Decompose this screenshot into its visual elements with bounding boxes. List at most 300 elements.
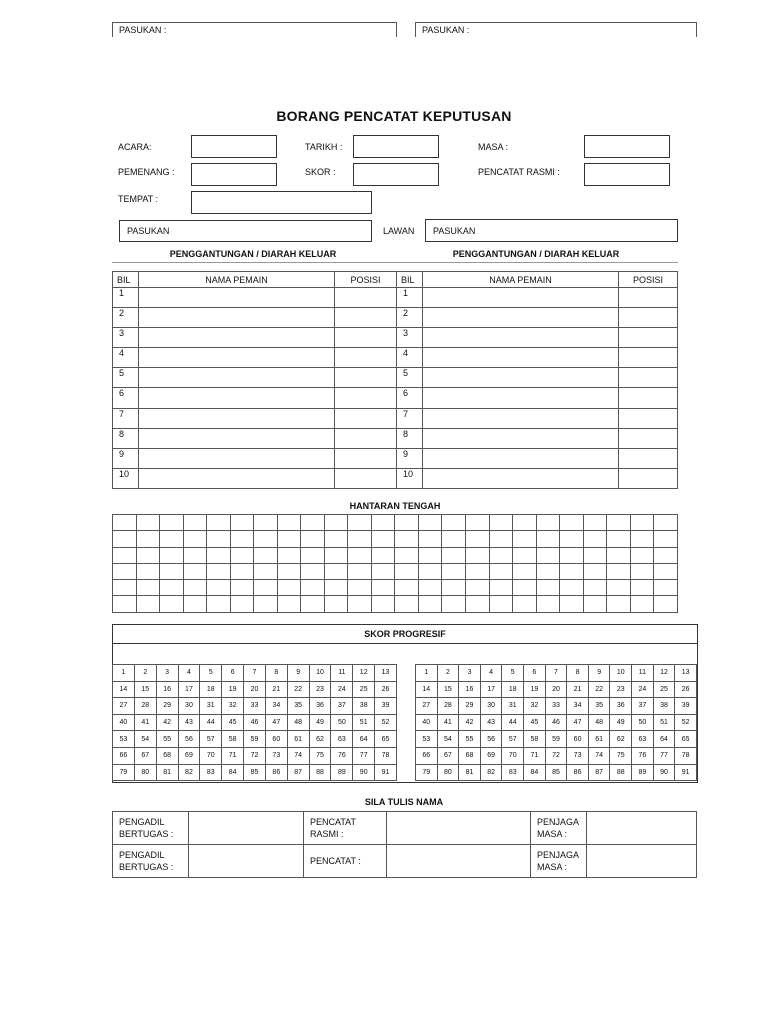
score-cell[interactable]: 23	[309, 681, 331, 698]
penjaga-masa-field[interactable]	[587, 812, 697, 845]
tarikh-field[interactable]	[353, 135, 439, 158]
score-cell[interactable]: 67	[437, 747, 459, 764]
hantaran-cell[interactable]	[583, 563, 607, 579]
score-cell[interactable]: 89	[331, 764, 353, 781]
hantaran-cell[interactable]	[136, 563, 160, 579]
score-cell[interactable]: 11	[632, 665, 654, 682]
score-cell[interactable]: 90	[653, 764, 675, 781]
hantaran-cell[interactable]	[207, 515, 231, 531]
hantaran-cell[interactable]	[513, 596, 537, 612]
score-cell[interactable]: 59	[244, 731, 266, 748]
score-cell[interactable]: 30	[178, 698, 200, 715]
score-cell[interactable]: 45	[222, 714, 244, 731]
score-cell[interactable]: 68	[156, 747, 178, 764]
score-cell[interactable]: 12	[353, 665, 375, 682]
score-cell[interactable]: 52	[675, 714, 697, 731]
posisi-cell[interactable]	[619, 448, 678, 468]
score-cell[interactable]: 25	[653, 681, 675, 698]
hantaran-cell[interactable]	[324, 515, 348, 531]
score-cell[interactable]: 91	[375, 764, 397, 781]
hantaran-cell[interactable]	[113, 580, 137, 596]
score-cell[interactable]: 48	[588, 714, 610, 731]
hantaran-cell[interactable]	[254, 596, 278, 612]
score-cell[interactable]: 23	[610, 681, 632, 698]
hantaran-cell[interactable]	[136, 515, 160, 531]
hantaran-cell[interactable]	[371, 547, 395, 563]
score-cell[interactable]: 25	[353, 681, 375, 698]
score-cell[interactable]: 61	[588, 731, 610, 748]
score-cell[interactable]: 51	[653, 714, 675, 731]
score-cell[interactable]: 8	[567, 665, 589, 682]
pemenang-field[interactable]	[191, 163, 277, 186]
score-cell[interactable]: 21	[265, 681, 287, 698]
score-cell[interactable]: 11	[331, 665, 353, 682]
score-cell[interactable]: 73	[567, 747, 589, 764]
hantaran-cell[interactable]	[560, 563, 584, 579]
pasukan-field-right[interactable]	[425, 219, 678, 242]
score-cell[interactable]: 26	[675, 681, 697, 698]
nama-pemain-cell[interactable]	[423, 408, 619, 428]
score-cell[interactable]: 58	[524, 731, 546, 748]
score-cell[interactable]: 12	[653, 665, 675, 682]
score-cell[interactable]: 84	[222, 764, 244, 781]
score-cell[interactable]: 41	[437, 714, 459, 731]
score-cell[interactable]: 37	[331, 698, 353, 715]
posisi-cell[interactable]	[335, 308, 397, 328]
hantaran-cell[interactable]	[371, 580, 395, 596]
score-cell[interactable]: 46	[545, 714, 567, 731]
hantaran-cell[interactable]	[654, 596, 678, 612]
nama-pemain-cell[interactable]	[423, 428, 619, 448]
score-cell[interactable]: 44	[200, 714, 222, 731]
score-cell[interactable]: 42	[459, 714, 481, 731]
hantaran-cell[interactable]	[630, 596, 654, 612]
hantaran-cell[interactable]	[160, 580, 184, 596]
hantaran-cell[interactable]	[560, 580, 584, 596]
posisi-cell[interactable]	[619, 348, 678, 368]
hantaran-cell[interactable]	[489, 515, 513, 531]
score-cell[interactable]: 63	[632, 731, 654, 748]
score-cell[interactable]: 1	[113, 665, 135, 682]
score-cell[interactable]: 40	[416, 714, 438, 731]
score-cell[interactable]: 54	[134, 731, 156, 748]
score-cell[interactable]: 85	[545, 764, 567, 781]
score-cell[interactable]: 80	[134, 764, 156, 781]
hantaran-cell[interactable]	[395, 563, 419, 579]
hantaran-cell[interactable]	[160, 515, 184, 531]
score-cell[interactable]: 10	[309, 665, 331, 682]
score-cell[interactable]: 3	[459, 665, 481, 682]
hantaran-cell[interactable]	[630, 547, 654, 563]
score-cell[interactable]: 9	[588, 665, 610, 682]
hantaran-cell[interactable]	[230, 547, 254, 563]
score-cell[interactable]: 63	[331, 731, 353, 748]
posisi-cell[interactable]	[335, 288, 397, 308]
score-cell[interactable]: 53	[113, 731, 135, 748]
score-cell[interactable]: 5	[200, 665, 222, 682]
hantaran-cell[interactable]	[536, 596, 560, 612]
posisi-cell[interactable]	[619, 388, 678, 408]
hantaran-cell[interactable]	[254, 547, 278, 563]
nama-pemain-cell[interactable]	[139, 288, 335, 308]
hantaran-cell[interactable]	[583, 547, 607, 563]
posisi-cell[interactable]	[335, 448, 397, 468]
nama-pemain-cell[interactable]	[139, 448, 335, 468]
hantaran-cell[interactable]	[536, 547, 560, 563]
nama-pemain-cell[interactable]	[423, 388, 619, 408]
score-cell[interactable]: 39	[675, 698, 697, 715]
nama-pemain-cell[interactable]	[423, 448, 619, 468]
hantaran-cell[interactable]	[465, 596, 489, 612]
hantaran-cell[interactable]	[371, 531, 395, 547]
score-cell[interactable]: 46	[244, 714, 266, 731]
pengadil-bertugas-field[interactable]	[189, 845, 304, 878]
hantaran-cell[interactable]	[371, 596, 395, 612]
hantaran-cell[interactable]	[395, 515, 419, 531]
hantaran-cell[interactable]	[277, 580, 301, 596]
score-cell[interactable]: 65	[375, 731, 397, 748]
score-cell[interactable]: 43	[178, 714, 200, 731]
score-cell[interactable]: 88	[309, 764, 331, 781]
hantaran-cell[interactable]	[536, 580, 560, 596]
hantaran-cell[interactable]	[442, 515, 466, 531]
score-cell[interactable]: 20	[244, 681, 266, 698]
posisi-cell[interactable]	[619, 288, 678, 308]
score-cell[interactable]: 5	[502, 665, 524, 682]
hantaran-cell[interactable]	[395, 547, 419, 563]
score-cell[interactable]: 86	[567, 764, 589, 781]
hantaran-cell[interactable]	[136, 531, 160, 547]
score-cell[interactable]: 70	[200, 747, 222, 764]
score-cell[interactable]: 91	[675, 764, 697, 781]
score-cell[interactable]: 31	[502, 698, 524, 715]
score-cell[interactable]: 41	[134, 714, 156, 731]
score-cell[interactable]: 13	[675, 665, 697, 682]
hantaran-cell[interactable]	[183, 515, 207, 531]
hantaran-cell[interactable]	[348, 515, 372, 531]
score-cell[interactable]: 19	[222, 681, 244, 698]
score-cell[interactable]: 4	[480, 665, 502, 682]
hantaran-cell[interactable]	[183, 547, 207, 563]
score-cell[interactable]: 87	[287, 764, 309, 781]
score-cell[interactable]: 59	[545, 731, 567, 748]
posisi-cell[interactable]	[619, 368, 678, 388]
score-cell[interactable]: 90	[353, 764, 375, 781]
score-cell[interactable]: 34	[567, 698, 589, 715]
score-cell[interactable]: 6	[222, 665, 244, 682]
hantaran-cell[interactable]	[183, 580, 207, 596]
hantaran-cell[interactable]	[207, 563, 231, 579]
hantaran-cell[interactable]	[301, 531, 325, 547]
score-cell[interactable]: 71	[222, 747, 244, 764]
pencatat-field[interactable]	[387, 845, 531, 878]
score-cell[interactable]: 79	[416, 764, 438, 781]
hantaran-cell[interactable]	[160, 547, 184, 563]
hantaran-cell[interactable]	[371, 563, 395, 579]
hantaran-cell[interactable]	[418, 531, 442, 547]
score-cell[interactable]: 18	[200, 681, 222, 698]
score-cell[interactable]: 51	[353, 714, 375, 731]
hantaran-cell[interactable]	[324, 563, 348, 579]
score-cell[interactable]: 36	[309, 698, 331, 715]
hantaran-cell[interactable]	[348, 547, 372, 563]
score-cell[interactable]: 4	[178, 665, 200, 682]
score-cell[interactable]: 81	[459, 764, 481, 781]
score-cell[interactable]: 40	[113, 714, 135, 731]
hantaran-cell[interactable]	[230, 563, 254, 579]
score-cell[interactable]: 50	[331, 714, 353, 731]
score-cell[interactable]: 27	[113, 698, 135, 715]
hantaran-cell[interactable]	[489, 580, 513, 596]
score-cell[interactable]: 16	[156, 681, 178, 698]
hantaran-cell[interactable]	[230, 580, 254, 596]
hantaran-cell[interactable]	[113, 515, 137, 531]
masa-field[interactable]	[584, 135, 670, 158]
score-cell[interactable]: 55	[156, 731, 178, 748]
hantaran-cell[interactable]	[513, 563, 537, 579]
posisi-cell[interactable]	[335, 388, 397, 408]
score-cell[interactable]: 64	[653, 731, 675, 748]
hantaran-cell[interactable]	[442, 596, 466, 612]
score-cell[interactable]: 22	[588, 681, 610, 698]
hantaran-cell[interactable]	[630, 563, 654, 579]
hantaran-cell[interactable]	[465, 531, 489, 547]
score-cell[interactable]: 56	[480, 731, 502, 748]
score-cell[interactable]: 89	[632, 764, 654, 781]
score-cell[interactable]: 16	[459, 681, 481, 698]
hantaran-cell[interactable]	[160, 596, 184, 612]
penjaga-masa-field[interactable]	[587, 845, 697, 878]
score-cell[interactable]: 82	[178, 764, 200, 781]
score-cell[interactable]: 42	[156, 714, 178, 731]
score-cell[interactable]: 78	[375, 747, 397, 764]
score-cell[interactable]: 64	[353, 731, 375, 748]
posisi-cell[interactable]	[619, 308, 678, 328]
score-cell[interactable]: 81	[156, 764, 178, 781]
score-cell[interactable]: 62	[309, 731, 331, 748]
score-cell[interactable]: 7	[545, 665, 567, 682]
hantaran-cell[interactable]	[654, 515, 678, 531]
score-cell[interactable]: 2	[437, 665, 459, 682]
posisi-cell[interactable]	[335, 348, 397, 368]
score-cell[interactable]: 53	[416, 731, 438, 748]
score-cell[interactable]: 80	[437, 764, 459, 781]
score-cell[interactable]: 49	[309, 714, 331, 731]
hantaran-cell[interactable]	[489, 596, 513, 612]
hantaran-cell[interactable]	[418, 515, 442, 531]
score-cell[interactable]: 66	[113, 747, 135, 764]
hantaran-cell[interactable]	[654, 531, 678, 547]
hantaran-cell[interactable]	[513, 580, 537, 596]
score-cell[interactable]: 78	[675, 747, 697, 764]
score-cell[interactable]: 33	[545, 698, 567, 715]
hantaran-cell[interactable]	[442, 563, 466, 579]
hantaran-cell[interactable]	[536, 531, 560, 547]
hantaran-cell[interactable]	[395, 531, 419, 547]
hantaran-cell[interactable]	[160, 563, 184, 579]
score-cell[interactable]: 18	[502, 681, 524, 698]
hantaran-cell[interactable]	[277, 531, 301, 547]
hantaran-cell[interactable]	[536, 515, 560, 531]
score-cell[interactable]: 17	[178, 681, 200, 698]
score-cell[interactable]: 86	[265, 764, 287, 781]
hantaran-cell[interactable]	[183, 563, 207, 579]
score-cell[interactable]: 83	[502, 764, 524, 781]
score-cell[interactable]: 66	[416, 747, 438, 764]
score-cell[interactable]: 2	[134, 665, 156, 682]
score-cell[interactable]: 60	[567, 731, 589, 748]
score-cell[interactable]: 47	[265, 714, 287, 731]
hantaran-cell[interactable]	[442, 580, 466, 596]
hantaran-cell[interactable]	[371, 515, 395, 531]
score-cell[interactable]: 10	[610, 665, 632, 682]
score-cell[interactable]: 17	[480, 681, 502, 698]
hantaran-cell[interactable]	[395, 596, 419, 612]
score-cell[interactable]: 27	[416, 698, 438, 715]
score-cell[interactable]: 20	[545, 681, 567, 698]
score-cell[interactable]: 34	[265, 698, 287, 715]
hantaran-cell[interactable]	[560, 515, 584, 531]
score-cell[interactable]: 72	[545, 747, 567, 764]
hantaran-cell[interactable]	[513, 515, 537, 531]
nama-pemain-cell[interactable]	[139, 388, 335, 408]
hantaran-cell[interactable]	[254, 563, 278, 579]
score-cell[interactable]: 49	[610, 714, 632, 731]
hantaran-cell[interactable]	[418, 563, 442, 579]
score-cell[interactable]: 87	[588, 764, 610, 781]
score-cell[interactable]: 57	[200, 731, 222, 748]
skor-field[interactable]	[353, 163, 439, 186]
score-cell[interactable]: 28	[437, 698, 459, 715]
posisi-cell[interactable]	[335, 428, 397, 448]
score-cell[interactable]: 77	[653, 747, 675, 764]
hantaran-cell[interactable]	[465, 563, 489, 579]
hantaran-cell[interactable]	[113, 596, 137, 612]
score-cell[interactable]: 31	[200, 698, 222, 715]
pencatat-rasmi-field[interactable]	[387, 812, 531, 845]
hantaran-cell[interactable]	[607, 580, 631, 596]
acara-field[interactable]	[191, 135, 277, 158]
score-cell[interactable]: 29	[459, 698, 481, 715]
nama-pemain-cell[interactable]	[139, 428, 335, 448]
hantaran-cell[interactable]	[301, 563, 325, 579]
nama-pemain-cell[interactable]	[139, 368, 335, 388]
hantaran-cell[interactable]	[583, 580, 607, 596]
score-cell[interactable]: 70	[502, 747, 524, 764]
nama-pemain-cell[interactable]	[423, 368, 619, 388]
hantaran-cell[interactable]	[654, 547, 678, 563]
hantaran-cell[interactable]	[277, 596, 301, 612]
nama-pemain-cell[interactable]	[423, 468, 619, 488]
score-cell[interactable]: 83	[200, 764, 222, 781]
score-cell[interactable]: 55	[459, 731, 481, 748]
posisi-cell[interactable]	[619, 408, 678, 428]
hantaran-cell[interactable]	[207, 531, 231, 547]
hantaran-cell[interactable]	[607, 596, 631, 612]
hantaran-cell[interactable]	[230, 515, 254, 531]
score-cell[interactable]: 68	[459, 747, 481, 764]
score-cell[interactable]: 21	[567, 681, 589, 698]
score-cell[interactable]: 73	[265, 747, 287, 764]
hantaran-cell[interactable]	[301, 547, 325, 563]
score-cell[interactable]: 47	[567, 714, 589, 731]
hantaran-cell[interactable]	[113, 547, 137, 563]
score-cell[interactable]: 28	[134, 698, 156, 715]
score-cell[interactable]: 24	[632, 681, 654, 698]
score-cell[interactable]: 43	[480, 714, 502, 731]
hantaran-cell[interactable]	[277, 563, 301, 579]
score-cell[interactable]: 32	[222, 698, 244, 715]
hantaran-cell[interactable]	[583, 531, 607, 547]
score-cell[interactable]: 35	[588, 698, 610, 715]
pengadil-bertugas-field[interactable]	[189, 812, 304, 845]
score-cell[interactable]: 67	[134, 747, 156, 764]
hantaran-cell[interactable]	[113, 563, 137, 579]
score-cell[interactable]: 71	[524, 747, 546, 764]
score-cell[interactable]: 15	[134, 681, 156, 698]
score-cell[interactable]: 3	[156, 665, 178, 682]
score-cell[interactable]: 24	[331, 681, 353, 698]
score-cell[interactable]: 6	[524, 665, 546, 682]
hantaran-cell[interactable]	[465, 580, 489, 596]
hantaran-cell[interactable]	[654, 580, 678, 596]
score-cell[interactable]: 44	[502, 714, 524, 731]
score-cell[interactable]: 76	[632, 747, 654, 764]
score-cell[interactable]: 50	[632, 714, 654, 731]
hantaran-cell[interactable]	[607, 563, 631, 579]
posisi-cell[interactable]	[335, 408, 397, 428]
hantaran-cell[interactable]	[254, 580, 278, 596]
hantaran-cell[interactable]	[418, 596, 442, 612]
hantaran-cell[interactable]	[607, 515, 631, 531]
score-cell[interactable]: 39	[375, 698, 397, 715]
score-cell[interactable]: 37	[632, 698, 654, 715]
nama-pemain-cell[interactable]	[423, 328, 619, 348]
hantaran-cell[interactable]	[348, 563, 372, 579]
hantaran-cell[interactable]	[583, 515, 607, 531]
hantaran-cell[interactable]	[113, 531, 137, 547]
hantaran-cell[interactable]	[301, 596, 325, 612]
hantaran-cell[interactable]	[630, 531, 654, 547]
hantaran-cell[interactable]	[465, 515, 489, 531]
hantaran-cell[interactable]	[513, 531, 537, 547]
posisi-cell[interactable]	[335, 328, 397, 348]
score-cell[interactable]: 35	[287, 698, 309, 715]
hantaran-cell[interactable]	[442, 531, 466, 547]
hantaran-cell[interactable]	[136, 596, 160, 612]
hantaran-cell[interactable]	[160, 531, 184, 547]
hantaran-cell[interactable]	[513, 547, 537, 563]
score-cell[interactable]: 74	[588, 747, 610, 764]
hantaran-cell[interactable]	[230, 596, 254, 612]
hantaran-cell[interactable]	[583, 596, 607, 612]
hantaran-cell[interactable]	[254, 531, 278, 547]
hantaran-cell[interactable]	[183, 531, 207, 547]
score-cell[interactable]: 13	[375, 665, 397, 682]
posisi-cell[interactable]	[335, 368, 397, 388]
score-cell[interactable]: 33	[244, 698, 266, 715]
hantaran-cell[interactable]	[324, 531, 348, 547]
hantaran-cell[interactable]	[301, 515, 325, 531]
score-cell[interactable]: 14	[113, 681, 135, 698]
hantaran-cell[interactable]	[607, 531, 631, 547]
hantaran-cell[interactable]	[489, 547, 513, 563]
score-cell[interactable]: 77	[353, 747, 375, 764]
hantaran-cell[interactable]	[324, 596, 348, 612]
score-cell[interactable]: 26	[375, 681, 397, 698]
hantaran-cell[interactable]	[560, 547, 584, 563]
score-cell[interactable]: 19	[524, 681, 546, 698]
